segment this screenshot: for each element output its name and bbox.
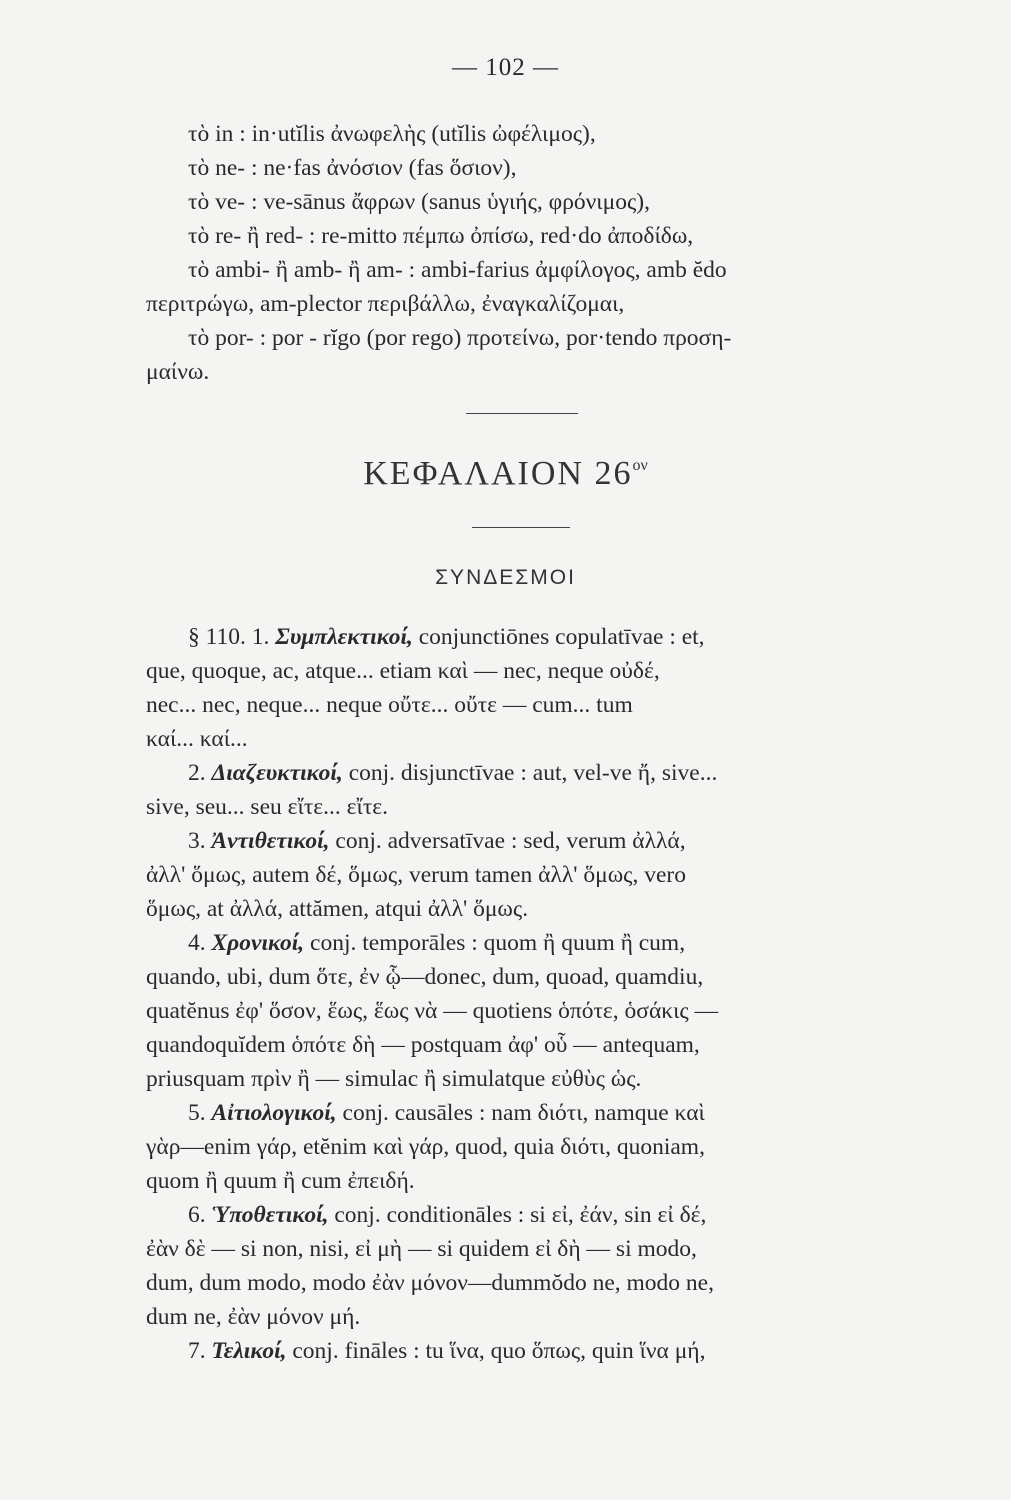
paragraph-line: priusquam πρὶν ἢ — simulac ἢ simulatque εὐθὺς ὡς. (146, 1066, 642, 1092)
section-title: ΣΥΝΔΕΣΜΟΙ (435, 566, 576, 589)
conjunction-paragraph (146, 756, 898, 824)
paragraph-line (146, 1198, 898, 1232)
paragraph-line: dum ne, ἐὰν μόνον μή. (146, 1304, 361, 1330)
paragraph-number: 5. (188, 1100, 212, 1126)
conjunction-paragraph (146, 1096, 898, 1198)
prefix-line: τὸ in : in·utĭlis ἀνωφελὴς (utĭlis ὠφέλιμος), (188, 121, 596, 147)
prefix-line: τὸ ambi- ἢ amb- ἢ am- : ambi-farius ἀμφίλογος, amb ĕdo (188, 257, 727, 283)
prefix-line: τὸ ve- : ve-sānus ἄφρων (sanus ὑγιής, φρόνιμος), (188, 189, 650, 215)
prefix-line: περιτρώγω, am-plector περιβάλλω, ἐναγκαλίζομαι, (146, 291, 625, 317)
paragraph-text: conj. temporāles : quom ἢ quum ἢ cum, (304, 930, 686, 956)
paragraph-number: 2. (188, 760, 212, 786)
paragraph-line: quando, ubi, dum ὅτε, ἐν ᾧ—donec, dum, quoad, quamdiu, (146, 964, 704, 990)
paragraph-line (146, 620, 898, 654)
paragraph-number: 4. (188, 930, 212, 956)
paragraph-line (146, 1334, 898, 1368)
paragraph-text: conjunctiōnes copulatīvae : et, (412, 624, 705, 650)
conjunction-category: Τελικοί, (211, 1338, 287, 1364)
prefix-line: τὸ ne- : ne·fas ἀνόσιον (fas ὅσιον), (188, 155, 517, 181)
page-number: — 102 — (452, 54, 559, 81)
paragraph-line: ὅμως, at ἀλλά, attămen, atqui ἀλλ' ὅμως. (146, 896, 529, 922)
divider-rule (466, 413, 578, 414)
chapter-underline (472, 527, 570, 528)
conjunction-paragraph (146, 824, 898, 926)
conjunctions-list (146, 620, 898, 1368)
paragraph-text: conj. fināles : tu ἵνα, quo ὅπως, quin ἵνα μή, (286, 1338, 706, 1364)
conjunction-category: Χρονικοί, (211, 930, 305, 956)
prefix-line: μαίνω. (146, 359, 210, 385)
paragraph-number: 7. (188, 1338, 212, 1364)
paragraph-line: nec... nec, neque... neque οὔτε... οὔτε — cum... tum (146, 692, 633, 718)
paragraph-line: dum, dum modo, modo ἐὰν μόνον—dummŏdo ne, modo ne, (146, 1270, 714, 1296)
conjunction-paragraph (146, 1198, 898, 1334)
paragraph-line: quatĕnus ἐφ' ὅσον, ἕως, ἕως νὰ — quotiens ὁπότε, ὁσάκις — (146, 998, 719, 1024)
conjunction-paragraph (146, 1334, 898, 1368)
chapter-title: ΚΕΦΑΛΑΙΟΝ 26 (363, 455, 633, 492)
conjunction-paragraph (146, 926, 898, 1096)
paragraph-text: conj. disjunctīvae : aut, vel-ve ἤ, sive... (342, 760, 718, 786)
paragraph-text: conj. conditionāles : si εἰ, ἐάν, sin εἰ δέ, (328, 1202, 707, 1228)
conjunction-paragraph (146, 620, 898, 756)
paragraph-line: sive, seu... seu εἴτε... εἴτε. (146, 794, 389, 820)
conjunction-category: Ὑποθετικοί, (211, 1202, 329, 1228)
conjunction-category: Συμπλεκτικοί, (275, 624, 413, 650)
paragraph-line: γὰρ—enim γάρ, etĕnim καὶ γάρ, quod, quia διότι, quoniam, (146, 1134, 705, 1160)
paragraph-line: quom ἢ quum ἢ cum ἐπειδή. (146, 1168, 415, 1194)
chapter-ordinal-suffix: ον (632, 457, 648, 474)
paragraph-line (146, 1096, 898, 1130)
paragraph-line: καί... καί... (146, 726, 248, 752)
conjunction-category: Διαζευκτικοί, (211, 760, 343, 786)
conjunction-category: Αἰτιολογικοί, (211, 1100, 337, 1126)
paragraph-text: conj. adversatīvae : sed, verum ἀλλά, (329, 828, 686, 854)
chapter-heading (0, 455, 1011, 493)
paragraph-number: 6. (188, 1202, 212, 1228)
paragraph-text: conj. causāles : nam διότι, namque καὶ (336, 1100, 705, 1126)
paragraph-line: ἐὰν δὲ — si non, nisi, εἰ μὴ — si quidem εἰ δὴ — si modo, (146, 1236, 697, 1262)
paragraph-number: 3. (188, 828, 212, 854)
paragraph-line (146, 756, 898, 790)
paragraph-line: quandoquĭdem ὁπότε δὴ — postquam ἀφ' οὗ — antequam, (146, 1032, 700, 1058)
prefix-line: τὸ re- ἢ red- : re-mitto πέμπω ὀπίσω, red·do ἀποδίδω, (188, 223, 694, 249)
conjunction-category: Ἀντιθετικοί, (211, 828, 330, 854)
prefix-list (146, 117, 898, 389)
prefix-line: τὸ por- : por - rĭgo (por rego) προτείνω, por·tendo προση- (188, 325, 732, 351)
paragraph-line: que, quoque, ac, atque... etiam καὶ — nec, neque οὐδέ, (146, 658, 660, 684)
paragraph-line: ἀλλ' ὅμως, autem δέ, ὅμως, verum tamen ἀλλ' ὅμως, vero (146, 862, 686, 888)
paragraph-number: § 110. 1. (188, 624, 276, 650)
paragraph-line (146, 824, 898, 858)
paragraph-line (146, 926, 898, 960)
